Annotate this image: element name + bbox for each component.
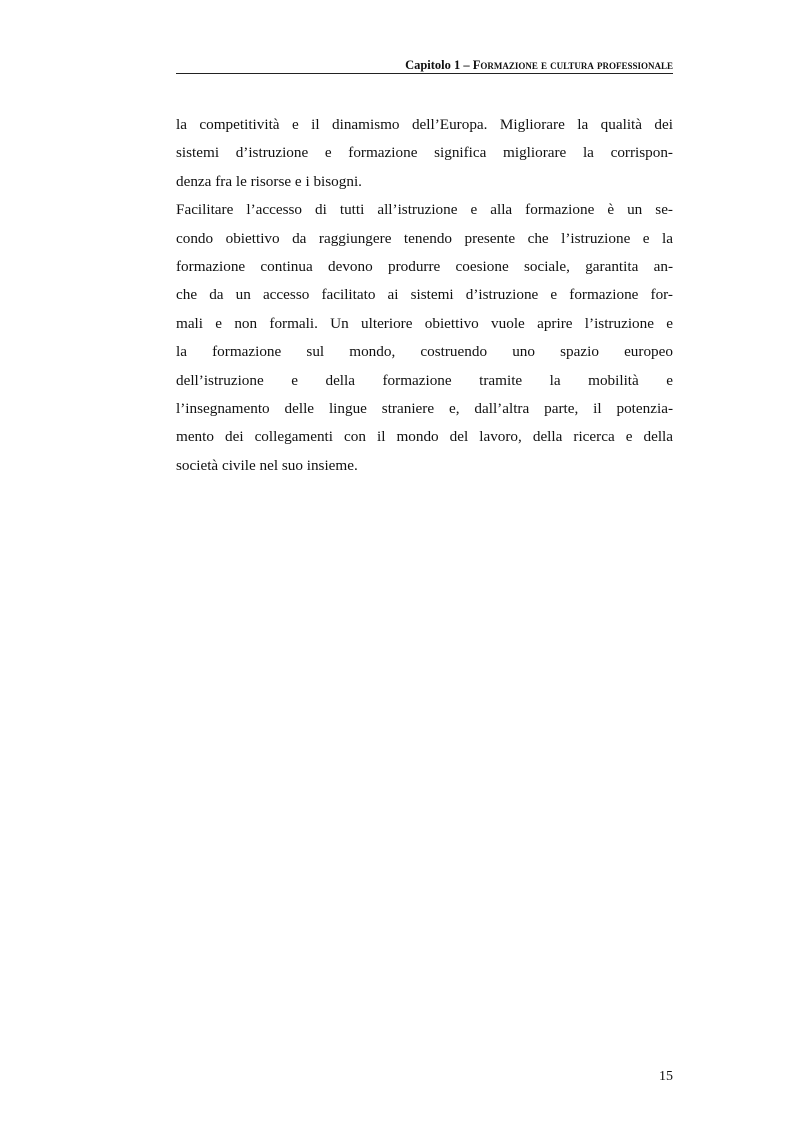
text-line: formazione continua devono produrre coesione sociale, garantita an- [176, 258, 673, 276]
chapter-label: Capitolo 1 – [405, 58, 473, 72]
running-header [176, 56, 673, 74]
text-line: sistemi d’istruzione e formazione significa migliorare la corrispon- [176, 144, 673, 162]
header-divider [176, 73, 673, 74]
paragraph-2 [176, 196, 673, 480]
text-line: che da un accesso facilitato ai sistemi d’istruzione e formazione for- [176, 286, 673, 304]
text-line: società civile nel suo insieme. [176, 456, 358, 474]
text-line: l’insegnamento delle lingue straniere e, dall’altra parte, il potenzia- [176, 400, 673, 418]
text-line: mali e non formali. Un ulteriore obiettivo vuole aprire l’istruzione e [176, 314, 673, 332]
text-line: denza fra le risorse e i bisogni. [176, 172, 362, 190]
text-line: condo obiettivo da raggiungere tenendo presente che l’istruzione e la [176, 229, 673, 247]
text-line: la formazione sul mondo, costruendo uno spazio europeo [176, 343, 673, 361]
text-line: dell’istruzione e della formazione tramite la mobilità e [176, 371, 673, 389]
text-line: la competitività e il dinamismo dell’Europa. Migliorare la qualità dei [176, 116, 673, 133]
paragraph-1 [176, 111, 673, 196]
text-line: mento dei collegamenti con il mondo del lavoro, della ricerca e della [176, 428, 673, 446]
body-text [176, 111, 673, 480]
chapter-title: Formazione e cultura professionale [472, 58, 673, 72]
text-line: Facilitare l’accesso di tutti all’istruzione e alla formazione è un se- [176, 201, 673, 219]
page-number: 15 [659, 1069, 673, 1084]
